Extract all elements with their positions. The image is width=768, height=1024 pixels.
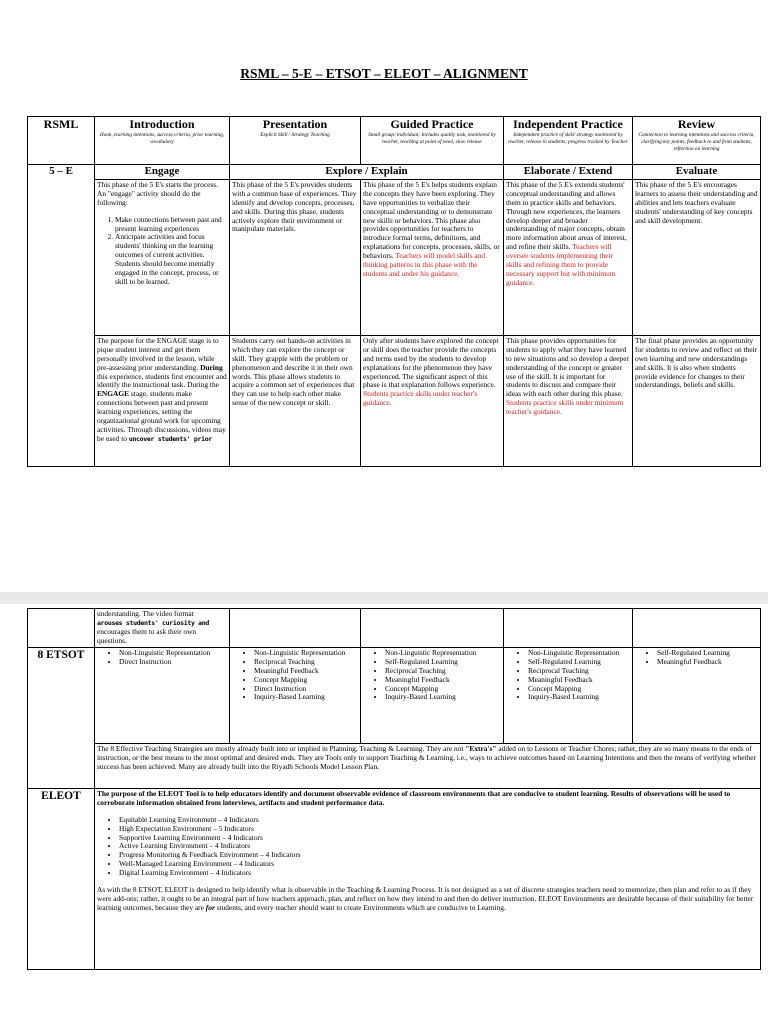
eleot-row-header: ELEOT [28,789,95,970]
page-break [0,592,768,604]
rsml-row-header: RSML [28,117,95,165]
etsot-row-header: 8 ETSOT [28,648,95,789]
etsot-col-guided: • Non-Linguistic Representation • Self-Regulated Learning • Reciprocal Teaching • Meaningful Feedback • Concept Mapping • Inquiry-Based Learning [361,648,504,744]
document-title: RSML – 5-E – ETSOT – ELEOT – ALIGNMENT [240,66,528,81]
five-e-phase-row [28,165,761,180]
eleot-closing: As with the 8 ETSOT, ELEOT is designed to help identify what is observable in the Teaching & Learning Process. It is not designed as a set of discrete strategies teachers need to memorize, then plan and refer to as if they were add-ons; rather, it ought to be an integral part of how teachers approach, plan, and reflect on how they intend to and then do deliver instruction. ELEOT Environments are desirable because of their suitability for better learning outcomes, because they are for students, and every teacher should want to create Environments which are conducive to Learning. [97,884,754,912]
etsot-note: The 8 Effective Teaching Strategies are mostly already built into or implied in Planning, Teaching & Learning. They are not "Extra's" added on to Lessons or Teacher Chores; rather, they are so many means to the ends of instruction, or the best means to the most optimal and desired ends. They are Tools only to support Teaching & Learning, i.e., ways to achieve outcomes based on Learning Intentions and then the means of verifying whether success has been achieved. Many are already built into the Riyadh Schools Model Lesson Plan. [95,744,761,789]
phase-engage: Engage [95,165,230,180]
review-description: This phase of the 5 E's encourages learners to assess their understanding and abilities and lets teachers evaluate students' understanding of key concepts and skill development. [633,180,761,336]
page-2 [0,604,768,1024]
eleot-environment-list [97,816,758,878]
phase-elaborate-extend: Elaborate / Extend [504,165,633,180]
rsml-presentation: Presentation Explicit Skill / Strategy Teaching [230,117,361,165]
phase-explore-explain: Explore / Explain [230,165,504,180]
rsml-introduction: Introduction Hook, learning intentions, success criteria, prior learning, vocabulary [95,117,230,165]
list-item: • Equitable Learning Environment – 4 Indicators [119,816,758,825]
phase-evaluate: Evaluate [633,165,761,180]
engage-purpose-continued: understanding. The video format arouses students' curiosity and encourages them to ask their own questions. [95,609,230,648]
five-e-description-row [28,180,761,336]
etsot-col-presentation: • Non-Linguistic Representation • Reciprocal Teaching • Meaningful Feedback • Concept Mapping • Direct Instruction • Inquiry-Based Learning [230,648,361,744]
etsot-col-review: • Self-Regulated Learning • Meaningful Feedback [633,648,761,744]
handwritten-note: arouses students' curiosity and [97,618,210,627]
eleot-content [95,789,761,970]
engage-item: 2. Anticipate activities and focus students' thinking on the learning outcomes of current activities. Students should become mentally engaged in the concept, process, or skill to be learned. [115,233,227,286]
guided-purpose: Only after students have explored the concept or skill does the teacher provide the concepts and terms used by the students to develop explanations for the phenomenon they have experienced. The significant aspect of this phase is that explanation follows experience. Students practice skills under teacher's guidance. [361,336,504,467]
rsml-review: Review Connection to learning intentions and success criteria, clarifying key points, feedback to and from students, reflection on learning [633,117,761,165]
independent-description: This phase of the 5 E's extends students' conceptual understanding and allows them to practice skills and behaviors. Through new experiences, the learners develop deeper and broader understanding of major concepts, obtain more information about areas of interest, and refine their skills. Teachers will oversee students implementing their skills and refining them to provide necessary support but with minimum guidance. [504,180,633,336]
alignment-table-part2 [27,608,761,970]
alignment-table-part1 [27,116,761,467]
eleot-row [28,789,761,970]
engage-purpose: The purpose for the ENGAGE stage is to pique student interest and get them personally involved in the lesson, while pre-assessing prior understanding. During this experience, students first encounter and identify the instructional task. During the ENGAGE stage, students make connections between past and present learning experiences, setting the organizational ground work for upcoming activities. Through discussions, videos may be used to uncover students' prior [95,336,230,467]
rsml-guided-practice: Guided Practice Small group/ individual; Includes quality task, monitored by teacher, teaching at point of need, slow release [361,117,504,165]
etsot-note-row [28,744,761,789]
engage-item: 1. Make connections between past and present learning experiences [115,216,227,234]
guided-description: This phase of the 5 E's helps students explain the concepts they have been exploring. They have opportunities to verbalize their conceptual understanding or to demonstrate new skills or behaviors. This phase also provides opportunities for teachers to introduce formal terms, definitions, and explanations for concepts, processes, skills, or behaviors. Teachers will model skills and thinking patterns in this phase with the students and under his guidance. [361,180,504,336]
presentation-purpose: Students carry out hands-on activities in which they can explore the concept or skill. They grapple with the problem or phenomenon and describe it in their own words. This phase allows students to acquire a common set of experiences that they can use to help each other make sense of the new concept or skill. [230,336,361,467]
eleot-intro: The purpose of the ELEOT Tool is to help educators identify and document observable evidence of classroom environments that are conducive to student learning. Results of observations will be used to corroborate information obtained from interviews, artifacts and student performance data. [97,789,731,807]
review-purpose: The final phase provides an opportunity for students to review and reflect on their own learning and new understandings and skills. It is also when students provide evidence for changes to their understandings, beliefs and skills. [633,336,761,467]
list-item: • Well-Managed Learning Environment – 4 Indicators [119,860,758,869]
etsot-row [28,648,761,744]
presentation-description: This phase of the 5 E's provides students with a common base of experiences. They identify and develop concepts, processes, and skills. During this phase, students actively explore their environment or manipulate materials. [230,180,361,336]
etsot-col-introduction: • Non-Linguistic Representation • Direct Instruction [95,648,230,744]
list-item: • Active Learning Environment – 4 Indicators [119,842,758,851]
independent-purpose: This phase provides opportunities for students to apply what they have learned to new situations and so develop a deeper understanding of the concept or greater use of the skill. It is important for students to discuss and compare their ideas with each other during this phase. Students practice skills under minimum teacher's guidance. [504,336,633,467]
list-item: • Digital Learning Environment – 4 Indicators [119,869,758,878]
list-item: • High Expectation Environment – 5 Indicators [119,825,758,834]
list-item: • Progress Monitoring & Feedback Environment – 4 Indicators [119,851,758,860]
engage-description: This phase of the 5 E's starts the process. An "engage" activity should do the following: 1. Make connections between past and present learning experiences 2. Anticipate activities and focus students' thinking on the learning outcomes of current activities. Students should become mentally engaged in the concept, process, or skill to be learned. [95,180,230,336]
handwritten-note: uncover students' prior [128,434,212,443]
rsml-row [28,117,761,165]
five-e-row-header: 5 – E [28,165,95,467]
rsml-independent-practice: Independent Practice Independent practice of skill/ strategy monitored by teacher, release to students, progress tracked by Teacher [504,117,633,165]
continued-row [28,609,761,648]
five-e-purpose-row [28,336,761,467]
etsot-col-independent: • Non-Linguistic Representation • Self-Regulated Learning • Reciprocal Teaching • Meaningful Feedback • Concept Mapping • Inquiry-Based Learning [504,648,633,744]
list-item: • Supportive Learning Environment – 4 Indicators [119,834,758,843]
